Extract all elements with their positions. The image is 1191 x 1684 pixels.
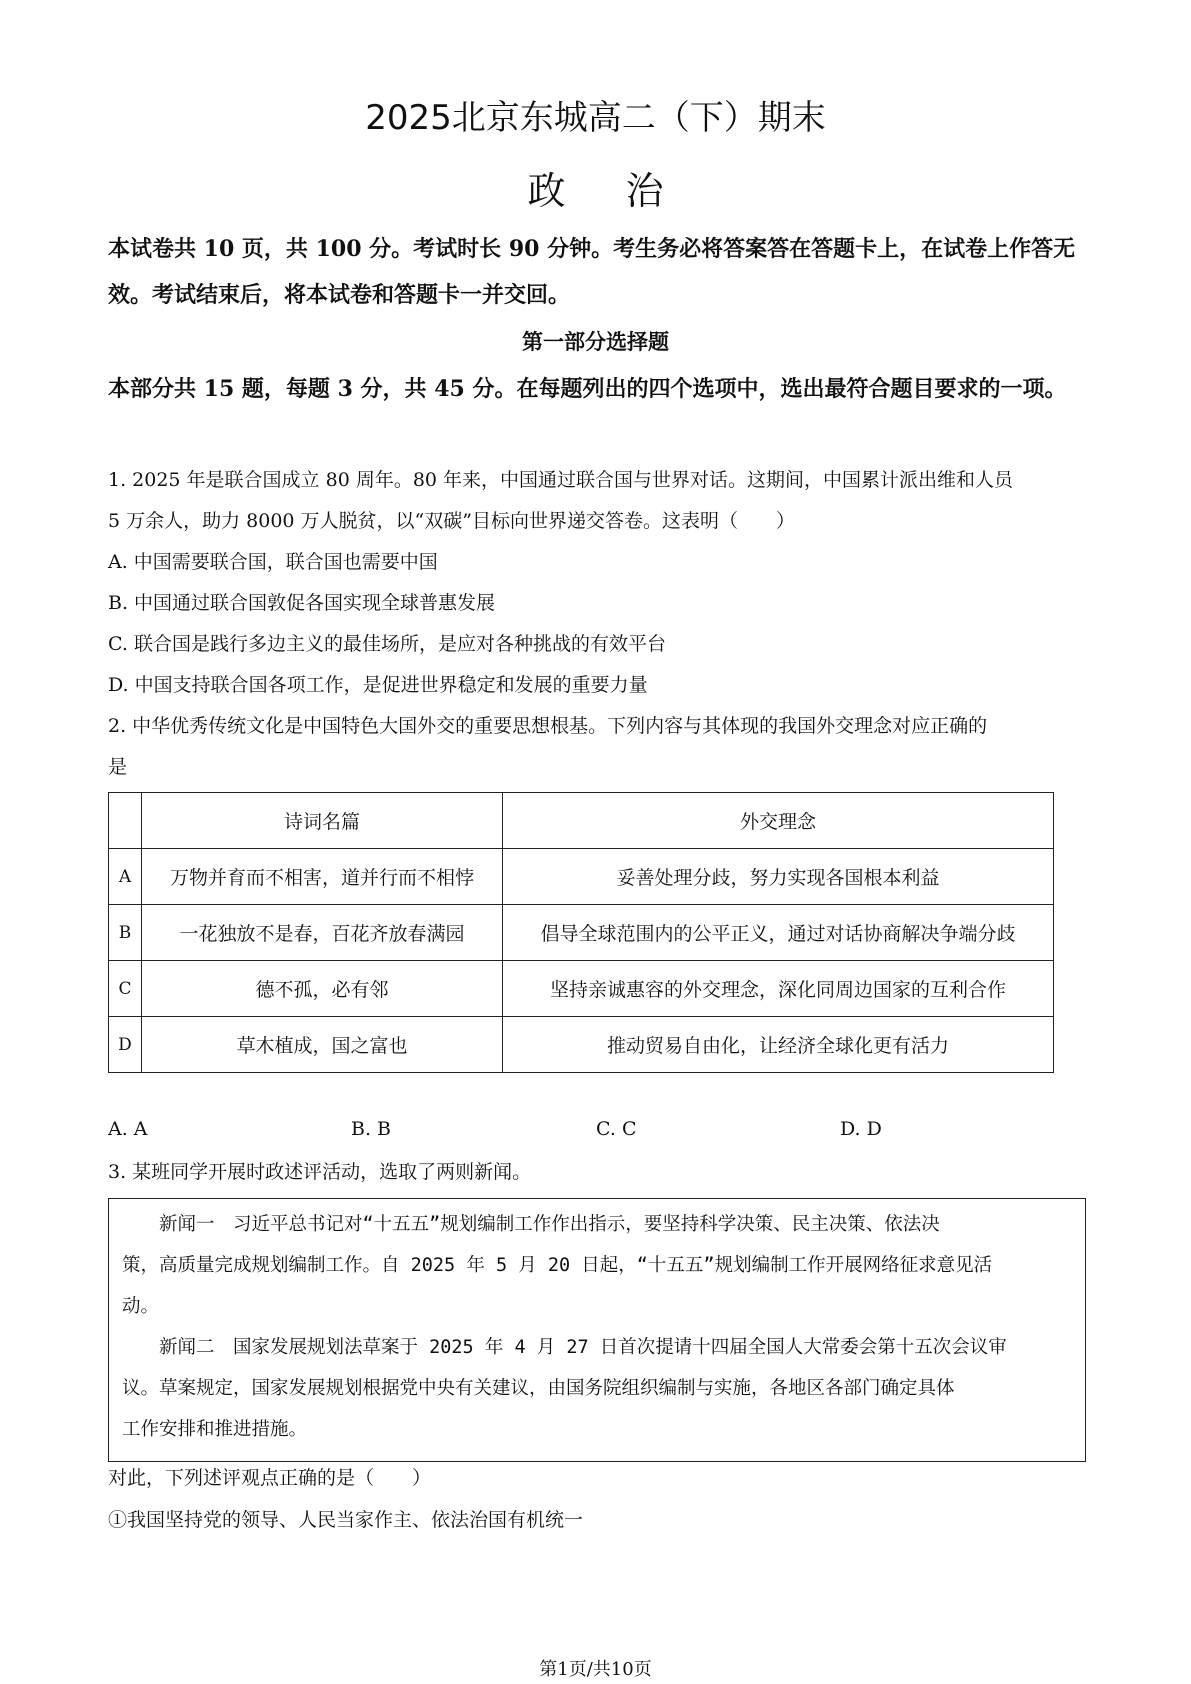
table-cell: 倡导全球范围内的公平正义，通过对话协商解决争端分歧 (503, 905, 1054, 961)
q2-option-a: A. A (108, 1118, 148, 1140)
table-cell: 德不孤，必有邻 (142, 961, 503, 1017)
q3-stem: 3. 某班同学开展时政述评活动，选取了两则新闻。 (108, 1161, 532, 1183)
section-title: 第一部分选择题 (522, 329, 669, 354)
table-cell: 妥善处理分歧，努力实现各国根本利益 (503, 849, 1054, 905)
news-line: 动。 (122, 1296, 160, 1317)
news-line: 新闻二 国家发展规划法草案于 2025 年 4 月 27 日首次提请十四届全国人大常委会第十五次会议审 (122, 1337, 1007, 1358)
table-cell: 万物并育而不相害，道并行而不相悖 (142, 849, 503, 905)
exam-notice: 本试卷共 10 页，共 100 分。考试时长 90 分钟。考生务必将答案答在答题卡上，在试卷上作答无效。考试结束后，将本试卷和答题卡一并交回。 (108, 236, 1076, 308)
section-instructions: 本部分共 15 题，每题 3 分，共 45 分。在每题列出的四个选项中，选出最符合题目要求的一项。 (108, 376, 1067, 402)
table-cell: C (109, 961, 142, 1017)
q2-option-c: C. C (596, 1118, 637, 1140)
q1-option-b: B. 中国通过联合国敦促各国实现全球普惠发展 (108, 592, 496, 614)
news-line: 新闻一 习近平总书记对“十五五”规划编制工作作出指示，要坚持科学决策、民主决策、依法决 (122, 1214, 940, 1235)
subject-title: 政治 (527, 169, 724, 213)
table-row (109, 1017, 1054, 1073)
q2-option-b: B. B (351, 1118, 392, 1140)
table-header-cell: 诗词名篇 (142, 793, 503, 849)
table-cell: A (109, 849, 142, 905)
table-row (109, 849, 1054, 905)
table-cell: 草木植成，国之富也 (142, 1017, 503, 1073)
q2-table (108, 792, 1054, 1073)
q3-question: 对此，下列述评观点正确的是（ ） (108, 1467, 432, 1489)
table-header-cell (109, 793, 142, 849)
q3-item-1: ①我国坚持党的领导、人民当家作主、依法治国有机统一 (108, 1509, 584, 1531)
q1-stem-line2: 5 万余人，助力 8000 万人脱贫，以“双碳”目标向世界递交答卷。这表明（ ） (108, 510, 795, 532)
q2-stem-line1: 2. 中华优秀传统文化是中国特色大国外交的重要思想根基。下列内容与其体现的我国外交理念对应正确的 (108, 715, 988, 737)
page-title: 2025北京东城高二（下）期末 (365, 98, 826, 138)
table-header-cell: 外交理念 (503, 793, 1054, 849)
news-line: 工作安排和推进措施。 (122, 1419, 308, 1440)
q1-option-a: A. 中国需要联合国，联合国也需要中国 (108, 551, 438, 573)
table-row (109, 905, 1054, 961)
q1-option-c: C. 联合国是践行多边主义的最佳场所，是应对各种挑战的有效平台 (108, 633, 666, 655)
table-cell: D (109, 1017, 142, 1073)
q1-stem-line1: 1. 2025 年是联合国成立 80 周年。80 年来，中国通过联合国与世界对话。这期间，中国累计派出维和人员 (108, 469, 1014, 491)
news-line: 策，高质量完成规划编制工作。自 2025 年 5 月 20 日起，“十五五”规划编制工作开展网络征求意见活 (122, 1255, 993, 1276)
news-line: 议。草案规定，国家发展规划根据党中央有关建议，由国务院组织编制与实施，各地区各部门确定具体 (122, 1378, 955, 1399)
q2-option-d: D. D (840, 1118, 882, 1140)
table-header-row (109, 793, 1054, 849)
q2-stem-line2: 是 (108, 756, 128, 778)
table-cell: B (109, 905, 142, 961)
table-cell: 坚持亲诚惠容的外交理念，深化同周边国家的互利合作 (503, 961, 1054, 1017)
table-cell: 一花独放不是春，百花齐放春满园 (142, 905, 503, 961)
q1-option-d: D. 中国支持联合国各项工作，是促进世界稳定和发展的重要力量 (108, 674, 648, 696)
page-footer: 第1页/共10页 (539, 1659, 652, 1680)
table-cell: 推动贸易自由化，让经济全球化更有活力 (503, 1017, 1054, 1073)
table-row (109, 961, 1054, 1017)
